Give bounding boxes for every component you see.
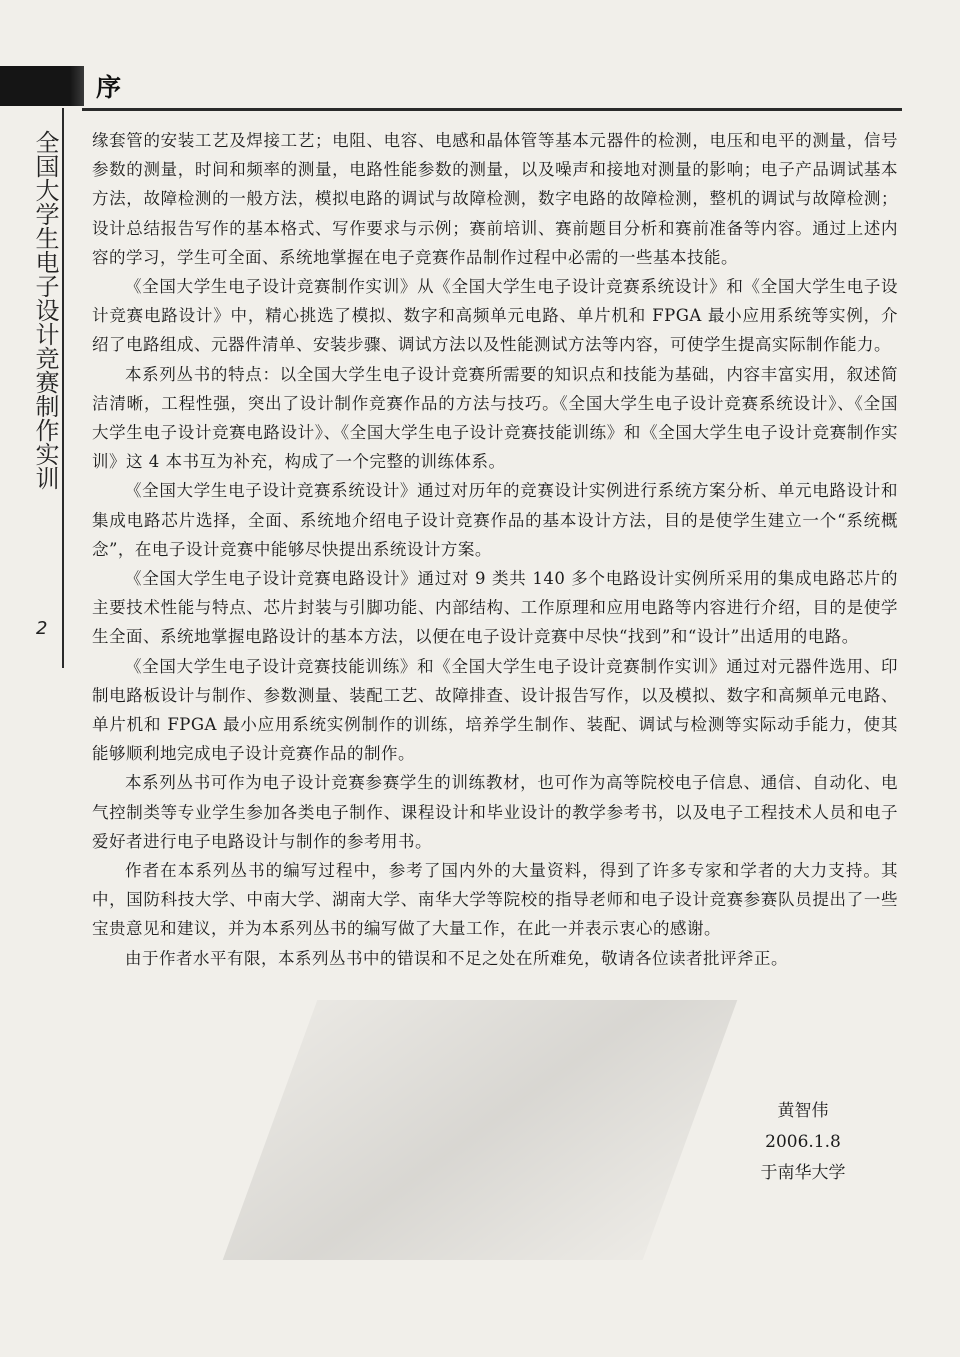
paragraph: 《全国大学生电子设计竞赛制作实训》从《全国大学生电子设计竞赛系统设计》和《全国大学生电子设计竞赛电路设计》中，精心挑选了模拟、数字和高频单元电路、单片机和 FPGA 最小应用系统等实例，介绍了电路组成、元器件清单、安装步骤、调试方法以及性能测试方法等内容，可使学生提高实际制作能力。 bbox=[92, 277, 898, 355]
background-watermark bbox=[223, 1000, 738, 1260]
page-number: 2 bbox=[36, 618, 48, 639]
side-rule bbox=[62, 108, 64, 668]
corner-tab-mark bbox=[0, 66, 82, 106]
header-rule bbox=[82, 108, 902, 111]
signature-date: 2006.1.8 bbox=[765, 1132, 841, 1152]
page-title: 序 bbox=[96, 73, 122, 102]
running-book-title: 全国大学生电子设计竞赛制作实训 bbox=[31, 130, 59, 490]
paragraph: 缘套管的安装工艺及焊接工艺；电阻、电容、电感和晶体管等基本元器件的检测，电压和电平的测量，信号参数的测量，时间和频率的测量，电路性能参数的测量，以及噪声和接地对测量的影响；电子产品调试基本方法，故障检测的一般方法，模拟电路的调试与故障检测，数字电路的故障检测，整机的调试与故障检测；设计总结报告写作的基本格式、写作要求与示例；赛前培训、赛前题目分析和赛前准备等内容。通过上述内容的学习，学生可全面、系统地掌握在电子竞赛作品制作过程中必需的一些基本技能。 bbox=[92, 131, 898, 267]
body-text bbox=[92, 126, 898, 973]
paragraph: 《全国大学生电子设计竞赛电路设计》通过对 9 类共 140 多个电路设计实例所采用的集成电路芯片的主要技术性能与特点、芯片封装与引脚功能、内部结构、工作原理和应用电路等内容进行介绍，目的是使学生全面、系统地掌握电路设计的基本方法，以便在电子设计竞赛中尽快“找到”和“设计”出适用的电路。 bbox=[92, 569, 898, 647]
paragraph: 由于作者水平有限，本系列丛书中的错误和不足之处在所难免，敬请各位读者批评斧正。 bbox=[125, 948, 788, 968]
signature-block bbox=[738, 1096, 868, 1189]
paragraph: 《全国大学生电子设计竞赛技能训练》和《全国大学生电子设计竞赛制作实训》通过对元器件选用、印制电路板设计与制作、参数测量、装配工艺、故障排查、设计报告写作，以及模拟、数字和高频单元电路、单片机和 FPGA 最小应用系统实例制作的训练，培养学生制作、装配、调试与检测等实际动手能力，使其能够顺利地完成电子设计竞赛作品的制作。 bbox=[92, 656, 898, 764]
paragraph: 本系列丛书可作为电子设计竞赛参赛学生的训练教材，也可作为高等院校电子信息、通信、自动化、电气控制类等专业学生参加各类电子制作、课程设计和毕业设计的教学参考书，以及电子工程技术人员和电子爱好者进行电子电路设计与制作的参考用书。 bbox=[92, 773, 898, 851]
paragraph: 本系列丛书的特点：以全国大学生电子设计竞赛所需要的知识点和技能为基础，内容丰富实用，叙述简洁清晰，工程性强，突出了设计制作竞赛作品的方法与技巧。《全国大学生电子设计竞赛系统设计》、《全国大学生电子设计竞赛电路设计》、《全国大学生电子设计竞赛技能训练》和《全国大学生电子设计竞赛制作实训》这 4 本书互为补充，构成了一个完整的训练体系。 bbox=[92, 364, 898, 472]
paragraph: 《全国大学生电子设计竞赛系统设计》通过对历年的竞赛设计实例进行系统方案分析、单元电路设计和集成电路芯片选择，全面、系统地介绍电子设计竞赛作品的基本设计方法，目的是使学生建立一个“系统概念”，在电子设计竞赛中能够尽快提出系统设计方案。 bbox=[92, 481, 898, 559]
paragraph: 作者在本系列丛书的编写过程中，参考了国内外的大量资料，得到了许多专家和学者的大力支持。其中，国防科技大学、中南大学、湖南大学、南华大学等院校的指导老师和电子设计竞赛参赛队员提出了一些宝贵意见和建议，并为本系列丛书的编写做了大量工作，在此一并表示衷心的感谢。 bbox=[92, 861, 898, 939]
author-name: 黄智伟 bbox=[777, 1101, 829, 1121]
signature-place: 于南华大学 bbox=[760, 1163, 846, 1183]
